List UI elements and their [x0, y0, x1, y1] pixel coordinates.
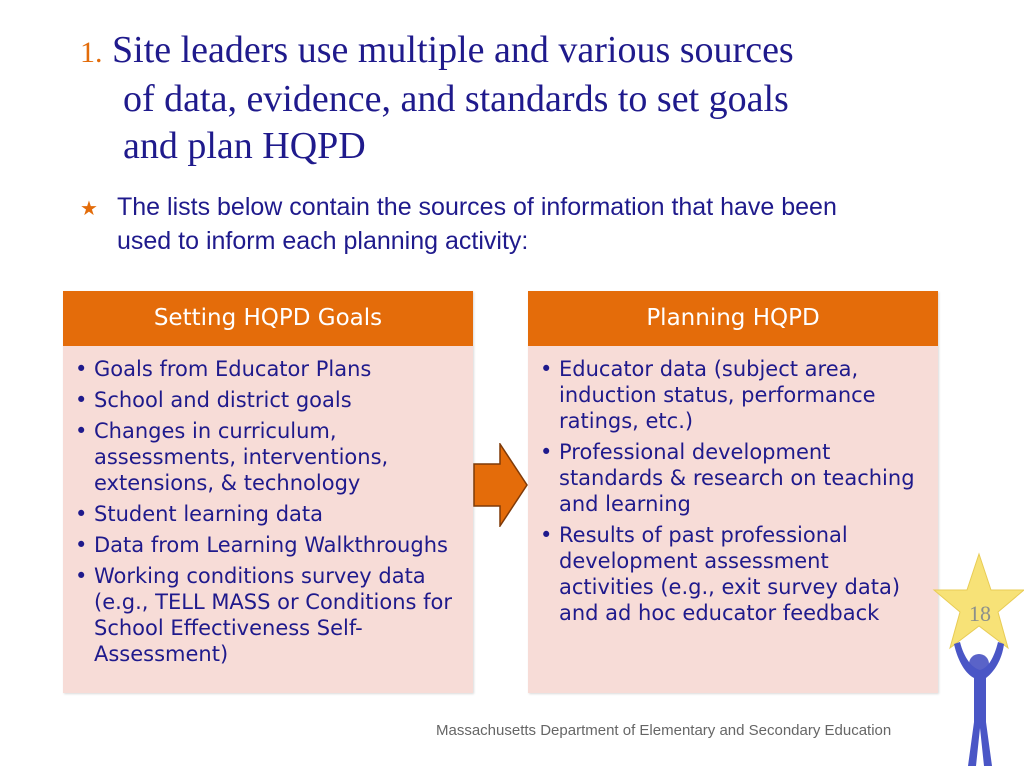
intro-line-2: used to inform each planning activity: [117, 227, 529, 255]
list-item: • Data from Learning Walkthroughs [75, 532, 463, 558]
page-number: 18 [969, 601, 991, 626]
title-line-1-text: Site leaders use multiple and various sources [112, 29, 794, 71]
intro-line-1: The lists below contain the sources of information that have been [117, 193, 837, 221]
slide-title [80, 27, 960, 170]
planning-header: Planning HQPD [528, 291, 938, 346]
planning-box [528, 291, 938, 693]
star-person-icon [932, 552, 1024, 768]
list-item: • Professional development standards & research on teaching and learning [540, 439, 928, 517]
setting-goals-header: Setting HQPD Goals [63, 291, 473, 346]
list-item: • Working conditions survey data (e.g., TELL MASS or Conditions for School Effectiveness Self-Assessment) [75, 563, 463, 667]
title-line-1 [80, 27, 960, 76]
list-item: • Changes in curriculum, assessments, interventions, extensions, & technology [75, 418, 463, 496]
planning-list [528, 346, 938, 626]
title-line-3: and plan HQPD [123, 125, 366, 167]
footer-text: Massachusetts Department of Elementary and Secondary Education [436, 722, 892, 739]
list-item: • School and district goals [75, 387, 463, 413]
list-item: • Results of past professional development assessment activities (e.g., exit survey data) and ad hoc educator feedback [540, 522, 928, 626]
intro-bullet [80, 190, 960, 258]
setting-goals-box [63, 291, 473, 693]
title-line-2: of data, evidence, and standards to set goals [123, 78, 789, 120]
list-item: • Student learning data [75, 501, 463, 527]
title-number: 1. [80, 36, 103, 69]
list-item: • Educator data (subject area, induction status, performance ratings, etc.) [540, 356, 928, 434]
arrow-shape [474, 444, 527, 526]
setting-goals-list [63, 346, 473, 667]
list-item: • Goals from Educator Plans [75, 356, 463, 382]
star-bullet-icon: ★ [80, 198, 98, 220]
right-arrow-icon [473, 443, 529, 527]
